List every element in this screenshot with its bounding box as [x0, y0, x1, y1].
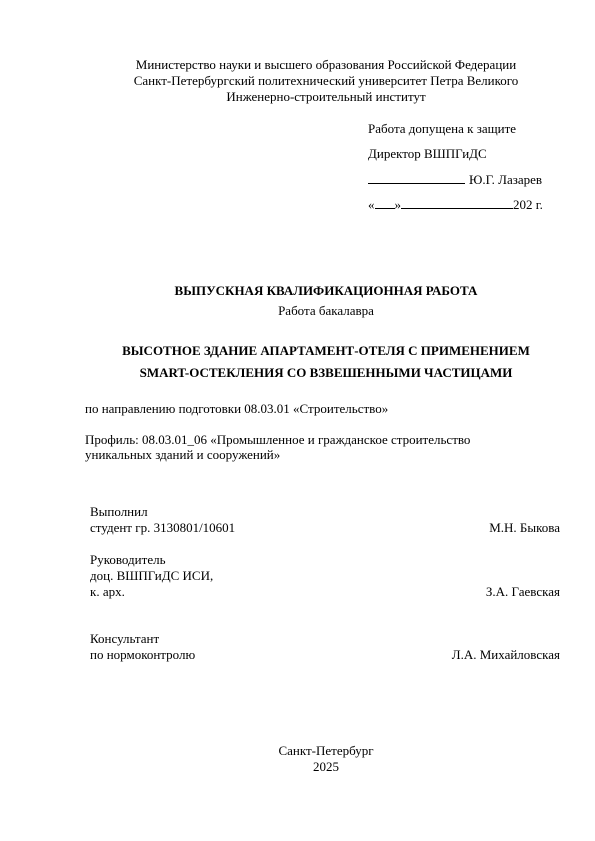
performer-label: Выполнил	[90, 504, 148, 519]
admitted-text: Работа допущена к защите	[368, 121, 517, 136]
institute-name: Инженерно-строительный институт	[226, 89, 426, 104]
institution-header	[0, 57, 595, 105]
thesis-title-line1: ВЫСОТНОЕ ЗДАНИЕ АПАРТАМЕНТ-ОТЕЛЯ С ПРИМЕНЕНИЕМ	[122, 343, 530, 358]
footer-year: 2025	[313, 759, 339, 774]
date-close-quote: »	[394, 197, 401, 212]
director-name: Ю.Г. Лазарев	[469, 172, 543, 187]
supervisor-label: Руководитель	[90, 552, 166, 567]
supervisor-role-line1: доц. ВШПГиДС ИСИ,	[90, 568, 214, 583]
profile-line2: уникальных зданий и сооружений»	[85, 447, 281, 462]
performer-name: М.Н. Быкова	[489, 520, 560, 535]
director-title: Директор ВШПГиДС	[368, 146, 487, 161]
director-signature-line	[368, 171, 543, 187]
performer-role: студент гр. 3130801/10601	[90, 520, 236, 535]
consultant-role: по нормоконтролю	[90, 647, 196, 662]
signature-blank	[368, 171, 465, 184]
date-open-quote: «	[368, 197, 375, 212]
approval-block	[368, 121, 543, 212]
study-profile	[85, 432, 470, 462]
university-name: Санкт-Петербургский политехнический университет Петра Великого	[133, 73, 519, 88]
month-blank	[401, 196, 513, 209]
document-subtype: Работа бакалавра	[278, 303, 374, 318]
day-blank	[375, 196, 395, 209]
thesis-title-line2: SMART-ОСТЕКЛЕНИЯ СО ВЗВЕШЕННЫМИ ЧАСТИЦАМИ	[139, 365, 513, 380]
document-type: ВЫПУСКНАЯ КВАЛИФИКАЦИОННАЯ РАБОТА	[174, 283, 478, 298]
footer-city: Санкт-Петербург	[278, 743, 374, 758]
consultant-name: Л.А. Михайловская	[451, 647, 560, 662]
performer-block	[90, 504, 560, 536]
supervisor-name: З.А. Гаевская	[485, 584, 560, 599]
ministry-name: Министерство науки и высшего образования Российской Федерации	[135, 57, 517, 72]
profile-line1: Профиль: 08.03.01_06 «Промышленное и гражданское строительство	[85, 432, 471, 447]
date-year: 202 г.	[513, 197, 543, 212]
consultant-block	[90, 631, 560, 663]
supervisor-role-line2: к. арх.	[90, 584, 125, 599]
approval-date-line	[368, 196, 543, 212]
consultant-label: Консультант	[90, 631, 160, 646]
thesis-title	[0, 340, 595, 384]
study-direction: по направлению подготовки 08.03.01 «Строительство»	[85, 401, 389, 416]
supervisor-block	[90, 552, 560, 600]
footer-block	[0, 743, 595, 775]
